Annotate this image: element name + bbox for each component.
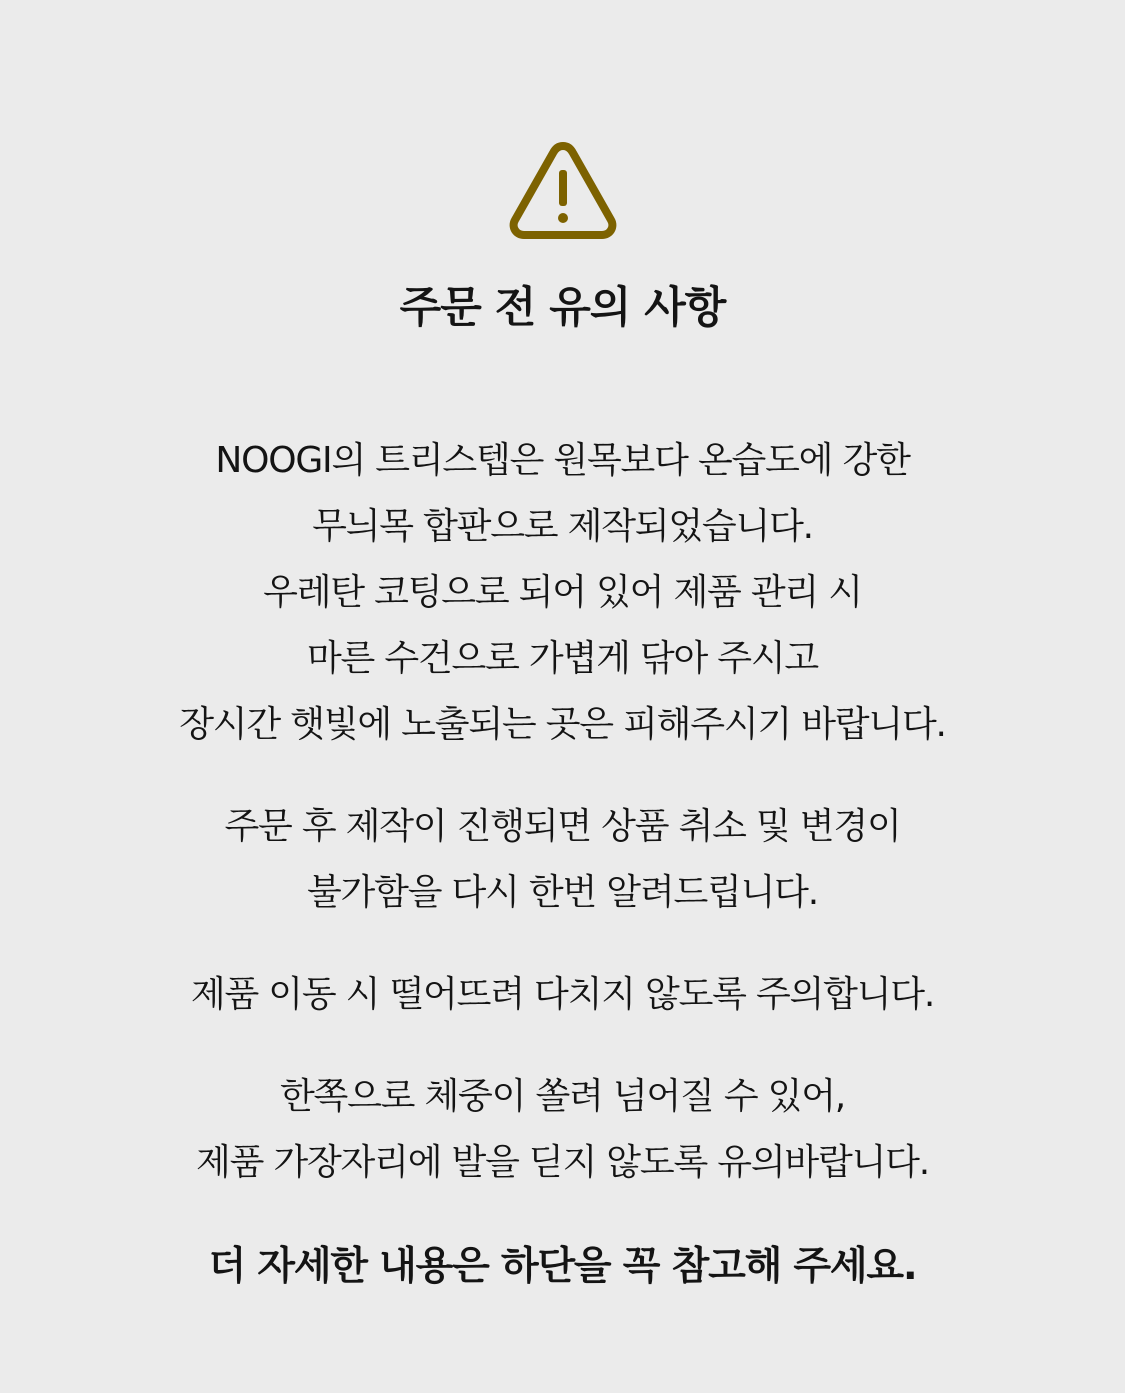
- paragraph-line: 제품 이동 시 떨어뜨려 다치지 않도록 주의합니다.: [190, 974, 935, 1015]
- paragraph-line: 제품 가장자리에 발을 딛지 않도록 유의바랍니다.: [196, 1142, 929, 1183]
- moving-paragraph: [0, 962, 1125, 1028]
- paragraph-line: 주문 후 제작이 진행되면 상품 취소 및 변경이: [224, 806, 901, 847]
- closing-note: 더 자세한 내용은 하단을 꼭 참고해 주세요.: [208, 1244, 917, 1289]
- notice-title: 주문 전 유의 사항: [399, 283, 726, 333]
- paragraph-line: 마른 수건으로 가볍게 닦아 주시고: [306, 638, 819, 679]
- warning-icon-wrap: [0, 138, 1125, 242]
- paragraph-line: 한쪽으로 체중이 쏠려 넘어질 수 있어,: [279, 1076, 846, 1117]
- care-paragraph: [0, 428, 1125, 758]
- cancellation-paragraph: [0, 794, 1125, 926]
- warning-triangle-icon: [507, 138, 619, 242]
- paragraph-line: NOOGI의 트리스텝은 원목보다 온습도에 강한: [215, 440, 910, 481]
- paragraph-line: 불가함을 다시 한번 알려드립니다.: [306, 872, 819, 913]
- paragraph-line: 장시간 햇빛에 노출되는 곳은 피해주시기 바랍니다.: [179, 704, 946, 745]
- paragraph-line: 무늬목 합판으로 제작되었습니다.: [312, 506, 813, 547]
- paragraph-line: 우레탄 코팅으로 되어 있어 제품 관리 시: [263, 572, 862, 613]
- safety-paragraph: [0, 1064, 1125, 1196]
